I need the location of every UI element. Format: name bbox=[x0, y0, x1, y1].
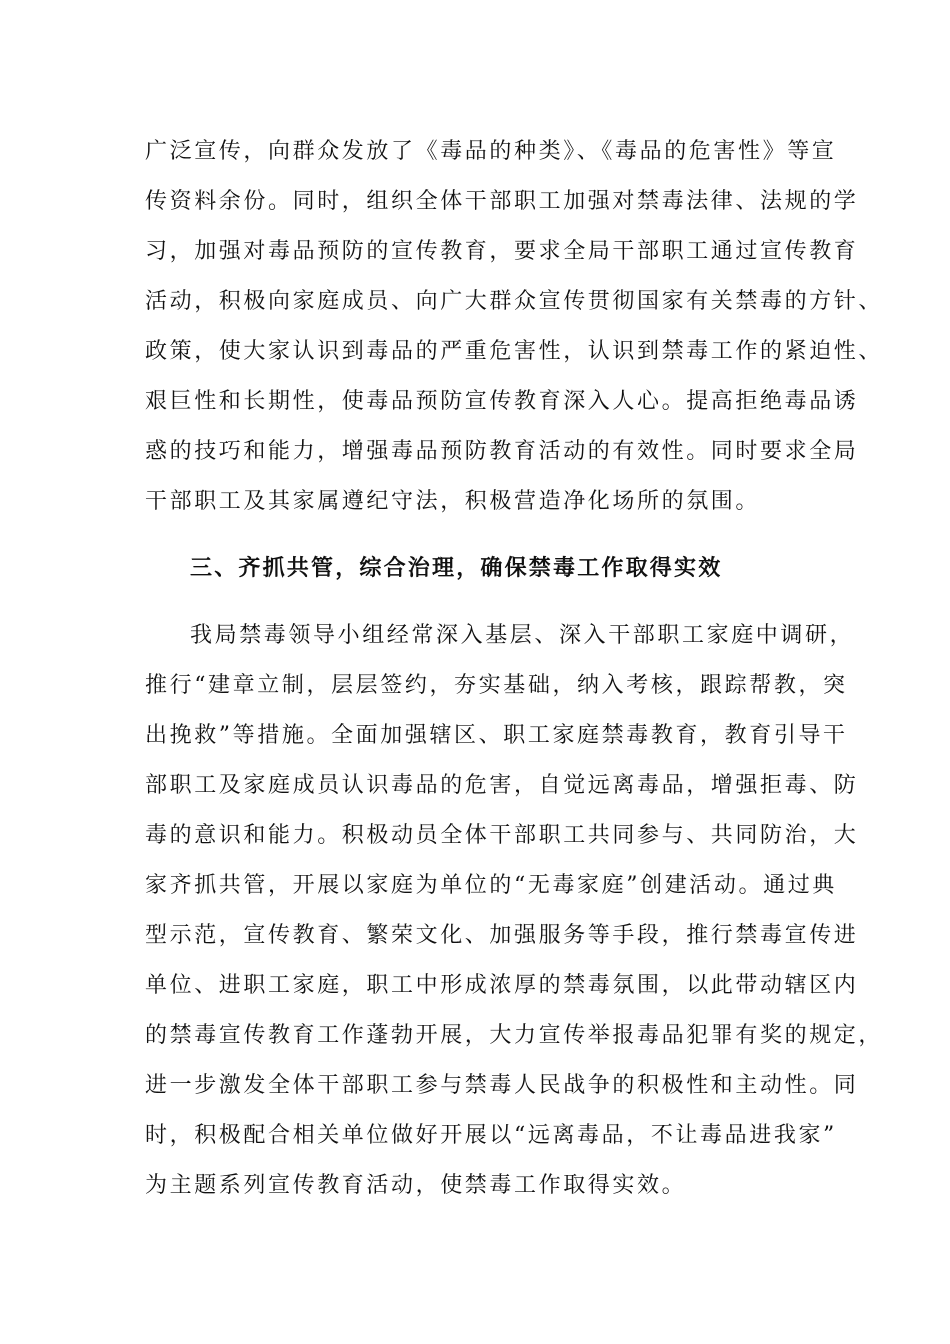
paragraph-line: 习，加强对毒品预防的宣传教育，要求全局干部职工通过宣传教育 bbox=[145, 239, 859, 264]
paragraph-line: 惑的技巧和能力，增强毒品预防教育活动的有效性。同时要求全局 bbox=[145, 439, 859, 464]
paragraph-line: 进一步激发全体干部职工参与禁毒人民战争的积极性和主动性。同 bbox=[145, 1073, 859, 1098]
paragraph-line: 出挽救”等措施。全面加强辖区、职工家庭禁毒教育，教育引导干 bbox=[145, 723, 848, 748]
paragraph-line: 家齐抓共管，开展以家庭为单位的“无毒家庭”创建活动。通过典 bbox=[145, 873, 837, 898]
paragraph-line: 的禁毒宣传教育工作蓬勃开展，大力宣传举报毒品犯罪有奖的规定， bbox=[145, 1023, 884, 1048]
paragraph-line: 干部职工及其家属遵纪守法，积极营造净化场所的氛围。 bbox=[145, 489, 761, 514]
paragraph-line: 部职工及家庭成员认识毒品的危害，自觉远离毒品，增强拒毒、防 bbox=[145, 773, 859, 798]
paragraph-line: 推行“建章立制，层层签约，夯实基础，纳入考核，跟踪帮教，突 bbox=[145, 673, 848, 698]
paragraph-line: 艰巨性和长期性，使毒品预防宣传教育深入人心。提高拒绝毒品诱 bbox=[145, 389, 859, 414]
paragraph-line: 我局禁毒领导小组经常深入基层、深入干部职工家庭中调研， bbox=[190, 623, 855, 648]
paragraph-line: 时，积极配合相关单位做好开展以“远离毒品，不让毒品进我家” bbox=[145, 1123, 837, 1148]
paragraph-line: 广泛宣传，向群众发放了《毒品的种类》、《毒品的危害性》等宣 bbox=[145, 139, 837, 164]
paragraph-line: 为主题系列宣传教育活动，使禁毒工作取得实效。 bbox=[145, 1173, 687, 1198]
paragraph-line: 型示范，宣传教育、繁荣文化、加强服务等手段，推行禁毒宣传进 bbox=[145, 923, 859, 948]
paragraph-line: 政策，使大家认识到毒品的严重危害性，认识到禁毒工作的紧迫性、 bbox=[145, 339, 884, 364]
paragraph-line: 毒的意识和能力。积极动员全体干部职工共同参与、共同防治，大 bbox=[145, 823, 859, 848]
paragraph-line: 单位、进职工家庭，职工中形成浓厚的禁毒氛围，以此带动辖区内 bbox=[145, 973, 859, 998]
paragraph-line: 活动，积极向家庭成员、向广大群众宣传贯彻国家有关禁毒的方针、 bbox=[145, 289, 884, 314]
paragraph-line: 传资料余份。同时，组织全体干部职工加强对禁毒法律、法规的学 bbox=[145, 189, 859, 214]
section-heading: 三、齐抓共管，综合治理，确保禁毒工作取得实效 bbox=[190, 555, 723, 581]
